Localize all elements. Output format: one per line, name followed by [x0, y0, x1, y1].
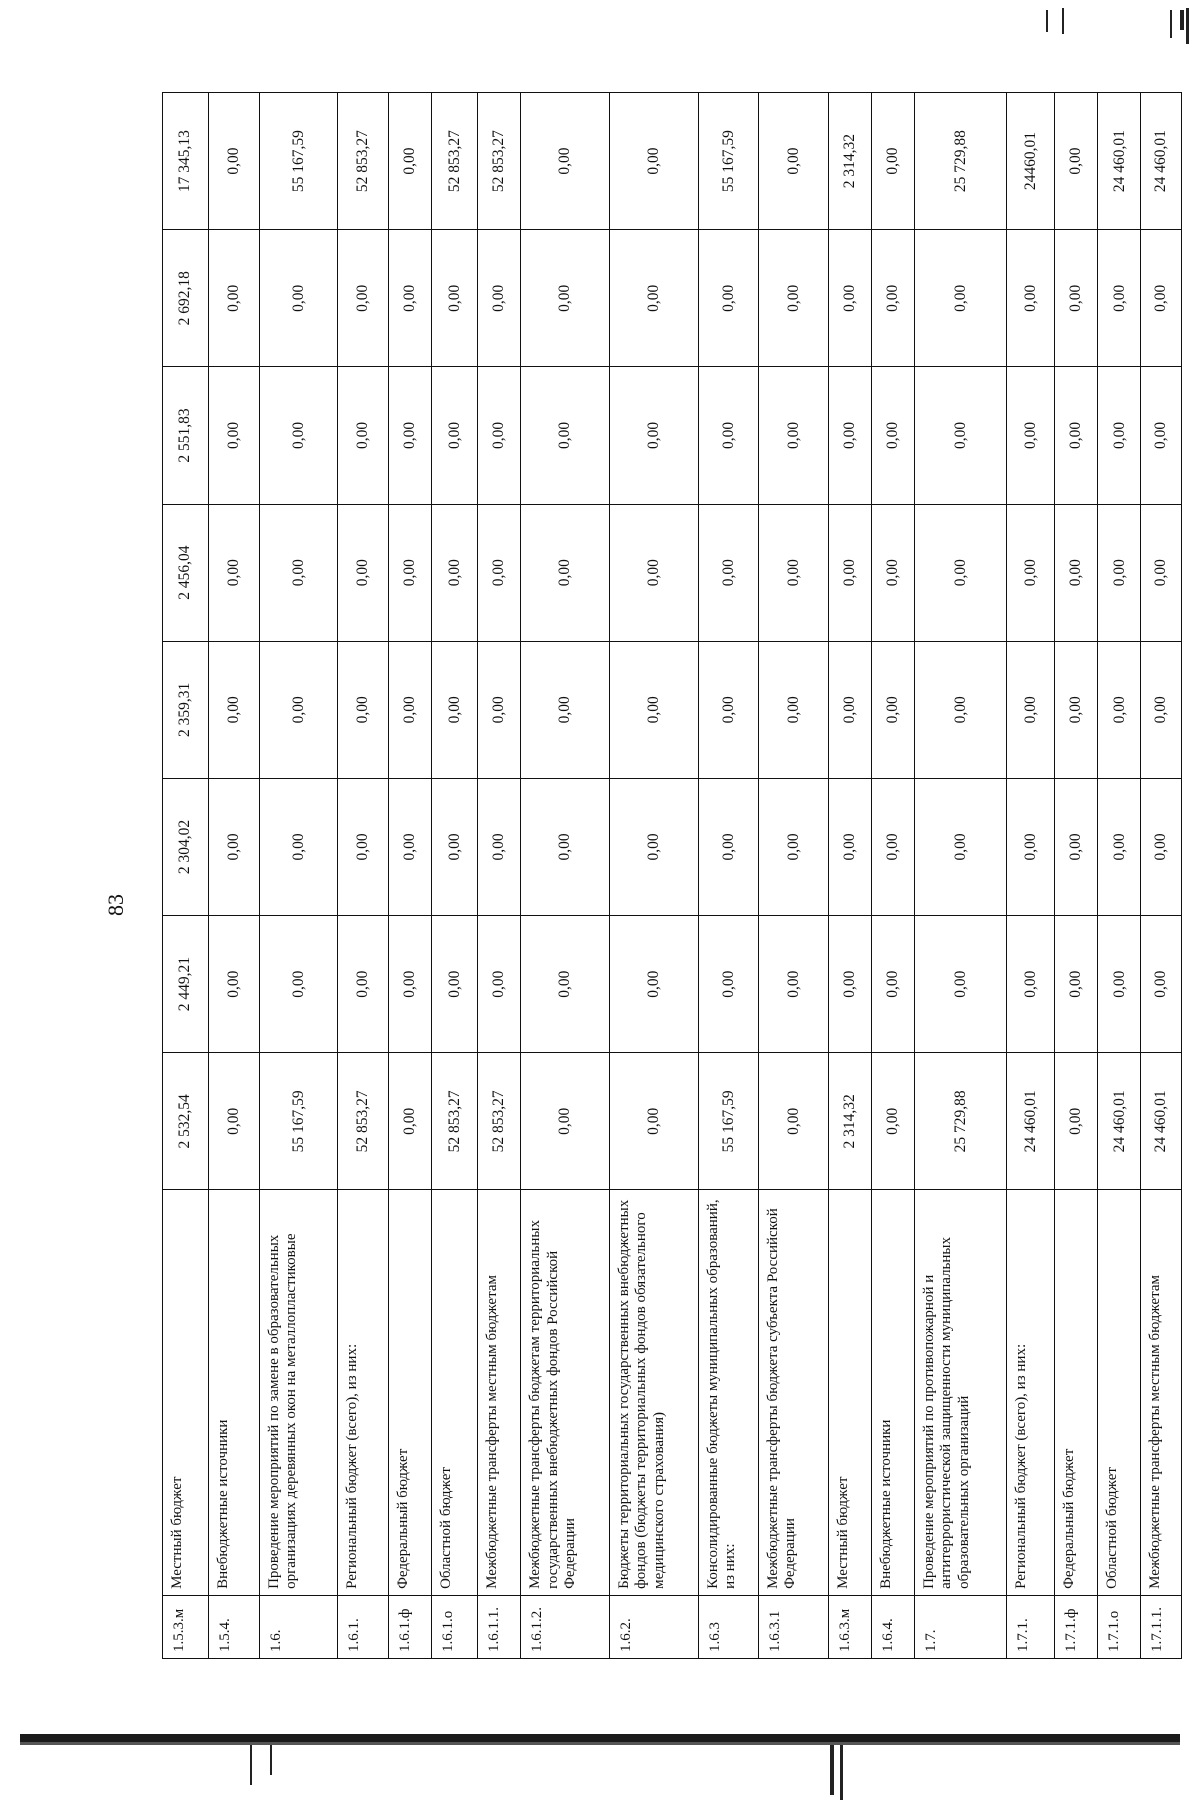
row-value: 0,00: [208, 93, 259, 230]
row-value: 55 167,59: [699, 93, 759, 230]
row-value: 0,00: [829, 230, 872, 367]
row-value: 2 449,21: [163, 916, 209, 1053]
row-value: 0,00: [1141, 641, 1182, 778]
row-value: 0,00: [610, 230, 699, 367]
row-value: 0,00: [208, 641, 259, 778]
row-value: 0,00: [1055, 641, 1098, 778]
row-value: 0,00: [610, 1053, 699, 1190]
row-name: Региональный бюджет (всего), из них:: [1006, 1190, 1054, 1596]
row-value: 52 853,27: [432, 1053, 478, 1190]
row-value: 0,00: [521, 916, 610, 1053]
row-value: 0,00: [259, 641, 337, 778]
scan-mark-top-5: [1186, 8, 1189, 44]
row-value: 24 460,01: [1141, 93, 1182, 230]
table-row: [432, 93, 478, 1659]
row-value: 0,00: [915, 641, 1007, 778]
scan-mark-bottom-1: [250, 1745, 252, 1785]
row-value: 0,00: [208, 916, 259, 1053]
row-value: 0,00: [829, 367, 872, 504]
table-row: [1055, 93, 1098, 1659]
row-value: 52 853,27: [478, 1053, 521, 1190]
row-code: 1.6.1.о: [432, 1595, 478, 1658]
row-value: 0,00: [338, 916, 389, 1053]
table-row: [478, 93, 521, 1659]
row-code: 1.7.: [915, 1595, 1007, 1658]
scan-binding-band-edge: [20, 1742, 1180, 1745]
row-value: 0,00: [699, 916, 759, 1053]
row-value: 0,00: [1098, 641, 1141, 778]
table-row: [829, 93, 872, 1659]
row-name: Проведение мероприятий по замене в образовательных организациях деревянных окон на металлопластиковые: [259, 1190, 337, 1596]
row-value: 0,00: [521, 93, 610, 230]
row-code: 1.6.1.1.: [478, 1595, 521, 1658]
table-row: [389, 93, 432, 1659]
row-name: Внебюджетные источники: [872, 1190, 915, 1596]
row-value: 24460,01: [1006, 93, 1054, 230]
row-value: 2 314,32: [829, 93, 872, 230]
row-value: 0,00: [389, 367, 432, 504]
table-row: [1141, 93, 1182, 1659]
row-value: 0,00: [259, 778, 337, 915]
row-value: 0,00: [610, 367, 699, 504]
row-value: 0,00: [1055, 916, 1098, 1053]
table-row: [208, 93, 259, 1659]
row-name: Внебюджетные источники: [208, 1190, 259, 1596]
row-value: 0,00: [1098, 367, 1141, 504]
row-value: 0,00: [521, 367, 610, 504]
row-code: 1.6.1.2.: [521, 1595, 610, 1658]
row-value: 0,00: [872, 1053, 915, 1190]
row-value: 0,00: [610, 916, 699, 1053]
row-value: 0,00: [915, 367, 1007, 504]
row-code: 1.7.1.: [1006, 1595, 1054, 1658]
table-row: [699, 93, 759, 1659]
row-value: 0,00: [915, 778, 1007, 915]
row-value: 0,00: [432, 504, 478, 641]
row-value: 0,00: [758, 504, 828, 641]
scan-mark-top-1: [1046, 10, 1048, 32]
row-value: 0,00: [758, 916, 828, 1053]
row-value: 0,00: [1006, 916, 1054, 1053]
row-value: 0,00: [432, 916, 478, 1053]
scan-mark-top-2: [1062, 8, 1064, 34]
row-value: 52 853,27: [478, 93, 521, 230]
budget-table-body: [163, 93, 1182, 1659]
row-value: 0,00: [1141, 778, 1182, 915]
row-value: 0,00: [829, 641, 872, 778]
row-name: Консолидированные бюджеты муниципальных образований, из них:: [699, 1190, 759, 1596]
row-value: 52 853,27: [432, 93, 478, 230]
row-value: 0,00: [610, 778, 699, 915]
table-row: [1006, 93, 1054, 1659]
scan-mark-top-3: [1170, 10, 1172, 38]
row-value: 0,00: [478, 230, 521, 367]
row-value: 0,00: [872, 367, 915, 504]
row-value: 0,00: [872, 916, 915, 1053]
row-value: 2 692,18: [163, 230, 209, 367]
row-value: 0,00: [872, 778, 915, 915]
row-code: 1.7.1.ф: [1055, 1595, 1098, 1658]
row-value: 0,00: [758, 230, 828, 367]
row-value: 0,00: [432, 641, 478, 778]
scan-mark-bottom-4: [840, 1745, 843, 1800]
row-value: 0,00: [872, 641, 915, 778]
budget-table-rotated: [162, 92, 1182, 1659]
row-value: 0,00: [338, 230, 389, 367]
row-value: 0,00: [1055, 1053, 1098, 1190]
row-value: 24 460,01: [1141, 1053, 1182, 1190]
row-value: 0,00: [208, 230, 259, 367]
row-value: 0,00: [758, 1053, 828, 1190]
row-value: 0,00: [1006, 504, 1054, 641]
row-value: 0,00: [478, 367, 521, 504]
row-code: 1.5.3.м: [163, 1595, 209, 1658]
row-value: 0,00: [208, 778, 259, 915]
row-value: 0,00: [338, 641, 389, 778]
row-value: 2 314,32: [829, 1053, 872, 1190]
row-value: 0,00: [610, 504, 699, 641]
row-name: Областной бюджет: [432, 1190, 478, 1596]
row-value: 0,00: [389, 93, 432, 230]
row-value: 0,00: [432, 230, 478, 367]
row-name: Областной бюджет: [1098, 1190, 1141, 1596]
row-code: 1.6.2.: [610, 1595, 699, 1658]
row-value: 52 853,27: [338, 1053, 389, 1190]
row-value: 0,00: [699, 367, 759, 504]
row-value: 0,00: [338, 778, 389, 915]
table-row: [872, 93, 915, 1659]
row-value: 0,00: [259, 367, 337, 504]
row-value: 0,00: [521, 778, 610, 915]
table-row: [521, 93, 610, 1659]
row-value: 0,00: [478, 641, 521, 778]
row-value: 0,00: [829, 504, 872, 641]
row-value: 0,00: [338, 367, 389, 504]
row-value: 0,00: [389, 230, 432, 367]
row-code: 1.6.1.: [338, 1595, 389, 1658]
table-row: [1098, 93, 1141, 1659]
row-value: 0,00: [699, 504, 759, 641]
row-value: 0,00: [1006, 778, 1054, 915]
row-value: 0,00: [259, 504, 337, 641]
row-value: 0,00: [478, 778, 521, 915]
row-value: 0,00: [1141, 504, 1182, 641]
row-value: 0,00: [338, 504, 389, 641]
row-value: 0,00: [1006, 641, 1054, 778]
row-value: 0,00: [1055, 504, 1098, 641]
table-row: [259, 93, 337, 1659]
row-value: 0,00: [872, 504, 915, 641]
row-value: 0,00: [872, 93, 915, 230]
row-value: 0,00: [389, 916, 432, 1053]
row-value: 0,00: [829, 916, 872, 1053]
row-code: 1.5.4.: [208, 1595, 259, 1658]
row-value: 0,00: [432, 778, 478, 915]
row-value: 0,00: [699, 641, 759, 778]
row-value: 0,00: [389, 778, 432, 915]
row-value: 55 167,59: [699, 1053, 759, 1190]
row-value: 0,00: [872, 230, 915, 367]
row-value: 0,00: [758, 778, 828, 915]
row-value: 2 359,31: [163, 641, 209, 778]
row-value: 0,00: [478, 916, 521, 1053]
row-value: 0,00: [1006, 367, 1054, 504]
row-name: Межбюджетные трансферты бюджета субъекта Российской Федерации: [758, 1190, 828, 1596]
row-value: 0,00: [208, 1053, 259, 1190]
table-row: [610, 93, 699, 1659]
row-value: 0,00: [432, 367, 478, 504]
row-value: 2 532,54: [163, 1053, 209, 1190]
row-code: 1.7.1.о: [1098, 1595, 1141, 1658]
row-name: Региональный бюджет (всего), из них:: [338, 1190, 389, 1596]
row-name: Бюджеты территориальных государственных внебюджетных фондов (бюджеты территориальных фондов обязательного медицинского страхования): [610, 1190, 699, 1596]
table-row: [163, 93, 209, 1659]
scan-mark-top-4: [1180, 10, 1184, 30]
row-value: 24 460,01: [1098, 1053, 1141, 1190]
row-value: 0,00: [610, 93, 699, 230]
table-row: [758, 93, 828, 1659]
row-value: 55 167,59: [259, 93, 337, 230]
row-value: 2 304,02: [163, 778, 209, 915]
row-code: 1.6.: [259, 1595, 337, 1658]
row-value: 0,00: [208, 367, 259, 504]
row-value: 25 729,88: [915, 93, 1007, 230]
scan-binding-band: [20, 1734, 1180, 1742]
row-value: 0,00: [1098, 778, 1141, 915]
row-value: 0,00: [758, 641, 828, 778]
row-code: 1.6.3.1: [758, 1595, 828, 1658]
row-name: Межбюджетные трансферты местным бюджетам: [478, 1190, 521, 1596]
row-name: Федеральный бюджет: [1055, 1190, 1098, 1596]
row-value: 0,00: [915, 916, 1007, 1053]
row-value: 0,00: [699, 778, 759, 915]
scan-mark-bottom-2: [270, 1745, 272, 1775]
row-value: 0,00: [699, 230, 759, 367]
row-name: Проведение мероприятий по противопожарной и антитеррористической защищенности муниципальных образовательных организаций: [915, 1190, 1007, 1596]
row-value: 0,00: [1055, 778, 1098, 915]
row-name: Межбюджетные трансферты бюджетам территориальных государственных внебюджетных фондов Российской Федерации: [521, 1190, 610, 1596]
row-value: 17 345,13: [163, 93, 209, 230]
row-value: 0,00: [208, 504, 259, 641]
row-value: 0,00: [259, 916, 337, 1053]
row-value: 0,00: [1098, 916, 1141, 1053]
row-value: 55 167,59: [259, 1053, 337, 1190]
row-value: 0,00: [610, 641, 699, 778]
row-value: 0,00: [1141, 367, 1182, 504]
row-value: 0,00: [1006, 230, 1054, 367]
row-value: 0,00: [259, 230, 337, 367]
row-name: Межбюджетные трансферты местным бюджетам: [1141, 1190, 1182, 1596]
row-value: 0,00: [1141, 916, 1182, 1053]
row-name: Федеральный бюджет: [389, 1190, 432, 1596]
row-code: 1.6.1.ф: [389, 1595, 432, 1658]
row-value: 0,00: [389, 504, 432, 641]
row-value: 0,00: [521, 504, 610, 641]
row-value: 0,00: [1098, 230, 1141, 367]
row-value: 0,00: [1055, 230, 1098, 367]
table-row: [338, 93, 389, 1659]
table-row: [915, 93, 1007, 1659]
row-value: 0,00: [1098, 504, 1141, 641]
row-value: 0,00: [758, 93, 828, 230]
row-value: 0,00: [758, 367, 828, 504]
budget-table-frame: [162, 92, 1182, 1659]
row-value: 0,00: [389, 641, 432, 778]
row-value: 0,00: [915, 230, 1007, 367]
row-value: 0,00: [389, 1053, 432, 1190]
row-value: 0,00: [829, 778, 872, 915]
row-value: 52 853,27: [338, 93, 389, 230]
row-value: 24 460,01: [1006, 1053, 1054, 1190]
row-name: Местный бюджет: [163, 1190, 209, 1596]
row-value: 0,00: [1141, 230, 1182, 367]
row-value: 0,00: [915, 504, 1007, 641]
row-code: 1.6.3: [699, 1595, 759, 1658]
row-value: 0,00: [521, 641, 610, 778]
row-value: 0,00: [478, 504, 521, 641]
page-number: 83: [103, 894, 128, 916]
row-value: 0,00: [1055, 367, 1098, 504]
row-name: Местный бюджет: [829, 1190, 872, 1596]
row-value: 24 460,01: [1098, 93, 1141, 230]
scan-mark-bottom-3: [830, 1745, 834, 1795]
row-value: 0,00: [1055, 93, 1098, 230]
row-value: 0,00: [521, 230, 610, 367]
row-code: 1.7.1.1.: [1141, 1595, 1182, 1658]
budget-table: [162, 92, 1182, 1659]
row-value: 2 456,04: [163, 504, 209, 641]
row-code: 1.6.3.м: [829, 1595, 872, 1658]
row-value: 25 729,88: [915, 1053, 1007, 1190]
row-value: 2 551,83: [163, 367, 209, 504]
row-code: 1.6.4.: [872, 1595, 915, 1658]
row-value: 0,00: [521, 1053, 610, 1190]
